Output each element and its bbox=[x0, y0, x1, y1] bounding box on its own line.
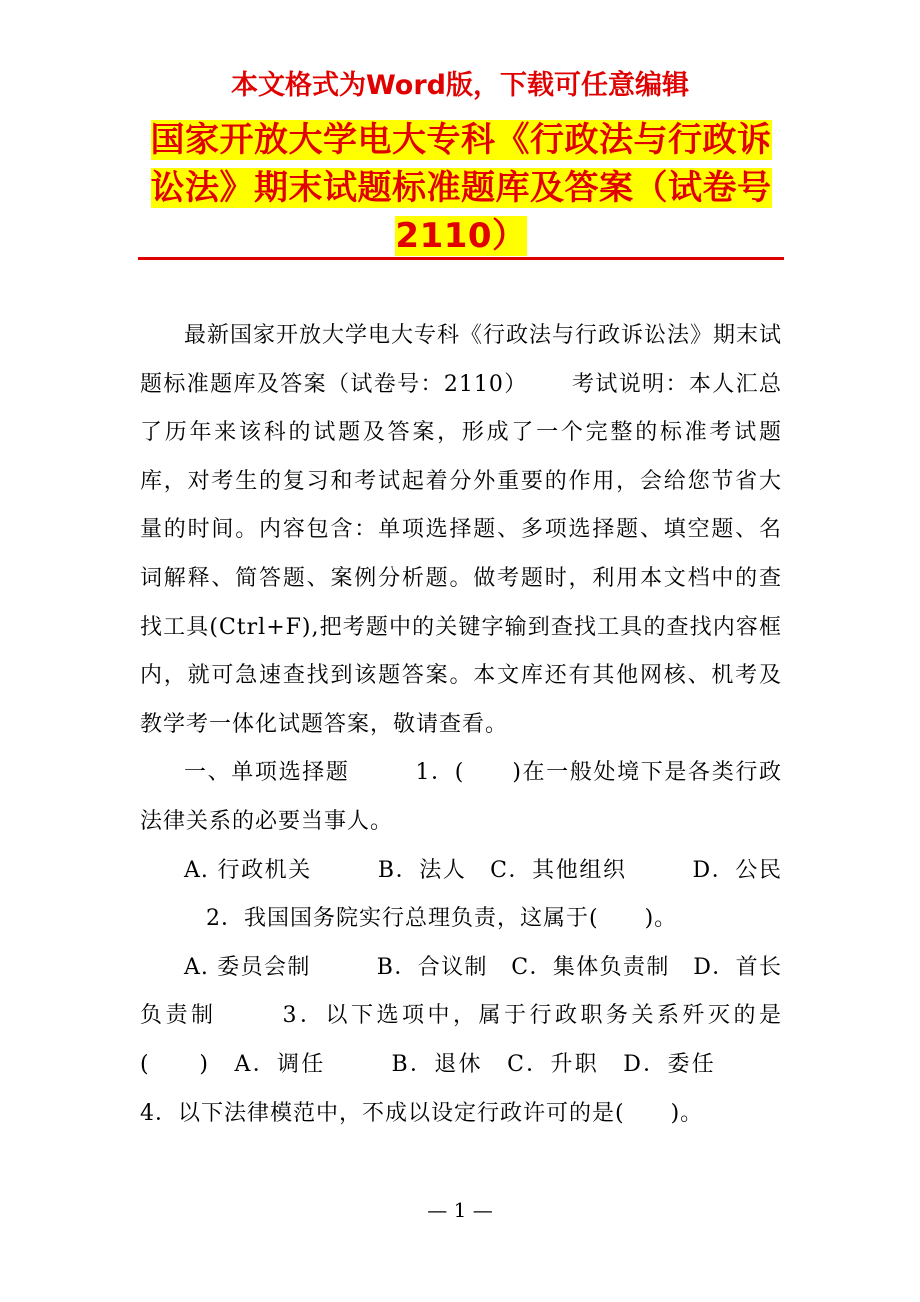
q2-option-b: B．合议制 bbox=[376, 954, 488, 980]
format-banner: 本文格式为Word版，下载可任意编辑 bbox=[230, 70, 689, 101]
options-paragraph-2 bbox=[140, 944, 782, 1138]
options-paragraph bbox=[140, 847, 782, 944]
q1-option-c: C．其他组织 bbox=[490, 857, 627, 883]
section-heading: 一、单项选择题 bbox=[184, 760, 350, 786]
document-title-text: 国家开放大学电大专科《行政法与行政诉讼法》期末试题标准题库及答案（试卷号2110） bbox=[150, 120, 772, 256]
q3-option-a: A．调任 bbox=[234, 1051, 326, 1077]
question-1: 1．( )在一般处境下是各类行政法律关系的必要当事人。 bbox=[140, 760, 782, 834]
question-4: 4．以下法律模范中，不成以设定行政许可的是( )。 bbox=[140, 1100, 704, 1126]
q3-option-d: D．委任 bbox=[623, 1051, 716, 1077]
q1-option-b: B．法人 bbox=[377, 857, 467, 883]
q1-option-d: D．公民 bbox=[692, 857, 782, 883]
q2-option-d: D．首长负责制 bbox=[140, 954, 782, 1029]
q3-option-c: C．升职 bbox=[507, 1051, 599, 1077]
page-number: — 1 — bbox=[427, 1198, 493, 1222]
document-title bbox=[138, 116, 784, 260]
question-3: 3．以下选项中，属于行政职务关系歼灭的是( ) bbox=[140, 1003, 782, 1077]
intro-paragraph bbox=[140, 312, 782, 749]
document-body bbox=[140, 312, 782, 1138]
q2-option-c: C．集体负责制 bbox=[511, 954, 670, 980]
title-divider bbox=[138, 257, 784, 260]
q1-option-a: A. 行政机关 bbox=[184, 857, 312, 883]
q2-option-a: A. 委员会制 bbox=[184, 954, 311, 980]
q3-option-b: B．退休 bbox=[391, 1051, 483, 1077]
exam-note: 考试说明：本人汇总了历年来该科的试题及答案，形成了一个完整的标准考试题库，对考生的复习和考试起着分外重要的作用，会给您节省大量的时间。内容包含：单项选择题、多项选择题、填空题、名词解释、简答题、案例分析题。做考题时，利用本文档中的查找工具(Ctrl+F),把考题中的关键字输到查找工具的查找内容框内，就可急速查找到该题答案。本文库还有其他网核、机考及教学考一体化试题答案，敬请查看。 bbox=[140, 371, 782, 737]
intro-text: 最新国家开放大学电大专科《行政法与行政诉讼法》期末试题标准题库及答案（试卷号：2110） bbox=[140, 323, 783, 397]
question-2: 2．我国国务院实行总理负责，这属于( )。 bbox=[206, 906, 678, 932]
section-paragraph bbox=[140, 749, 782, 846]
